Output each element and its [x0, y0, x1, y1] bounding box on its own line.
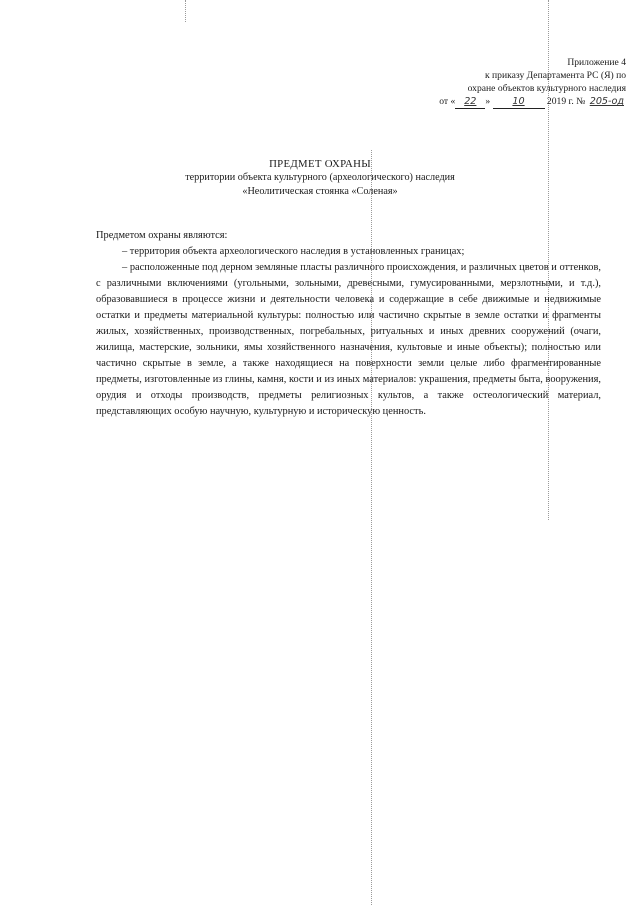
document-subtitle-1: территории объекта культурного (археологического) наследия	[185, 172, 455, 183]
body-intro: Предметом охраны являются:	[96, 230, 228, 241]
document-number: 205-од	[589, 96, 624, 107]
appendix-number: Приложение 4	[567, 57, 626, 68]
order-reference: к приказу Департамента РС (Я) по	[484, 70, 626, 81]
document-body	[96, 228, 601, 420]
document-title-block	[0, 157, 640, 199]
date-year: 2019 г. №	[546, 96, 586, 107]
department-name: охране объектов культурного наследия	[467, 83, 626, 94]
document-title: ПРЕДМЕТ ОХРАНЫ	[269, 158, 371, 170]
document-subtitle-2: «Неолитическая стоянка «Соленая»	[242, 186, 398, 197]
date-day: 22	[455, 95, 485, 109]
body-item-layers: – расположенные под дерном земляные пласты различного происхождения, и различных цветов и оттенков, с различными включениями (угольными, зольными, древесными, гумусированными, мерзлотными, и т.д.), образовавшиеся в процессе жизни и деятельности человека и содержащие в себе движимые и недвижимые остатки и предметы материальной культуры: полностью или частично скрытые в земле остатки и фрагменты жилых, хозяйственных, производственных, погребальных, ритуальных и иных древних сооружений (очаги, жилища, мастерские, зольники, ямы хозяйственного назначения, культовые и иные объекты); полностью или частично скрытые в земле, а также находящиеся на поверхности земли целые либо фрагментированные предметы, изготовленные из глины, камня, кости и из иных материалов: украшения, предметы быта, вооружения, орудия и отходы производств, предметы религиозных культов, а также остеологический материал, представляющих особую научную, культурную и историческую ценность.	[96, 262, 601, 417]
appendix-header	[366, 56, 626, 109]
date-mid: »	[485, 96, 491, 107]
order-date-line	[366, 95, 626, 109]
scan-artifact-line	[185, 0, 186, 22]
date-month: 10	[493, 95, 545, 109]
body-item-territory: – территория объекта археологического наследия в установленных границах;	[122, 246, 465, 257]
date-prefix: от «	[439, 96, 456, 107]
